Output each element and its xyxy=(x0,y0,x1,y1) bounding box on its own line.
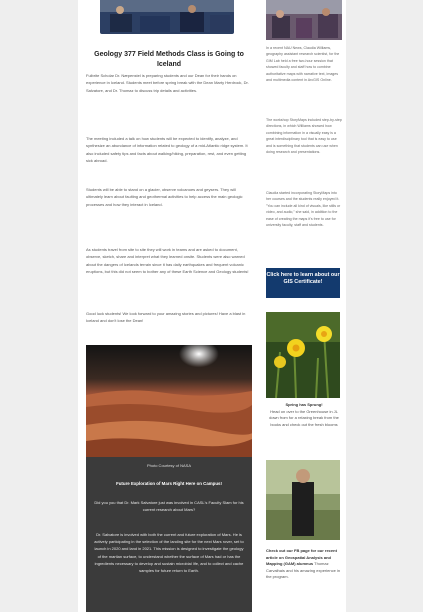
spring-title: Spring has Sprung! xyxy=(285,402,323,407)
storymaps-paragraph-2: The workshop StoryMaps included step-by-step directions, in which Williams showed how combining information in a visually easy is a great interdisciplinary tool that is easy to use and is something that students can use when doing research and presentations. xyxy=(266,118,342,155)
article-paragraph-2: The meeting included a talk on how students will be expected to identify, analyze, and synthesize an abundance of information related to geology of a mid-Atlantic ridge system. It also included safety tips and facts about walking/hiking, preparation, rest, and even getting sick abroad. xyxy=(86,136,248,164)
article-paragraph-5: Good luck students! We look forward to your amazing stories and pictures! Have a blast in Iceland and don't lose the Dean! xyxy=(86,311,246,324)
article-paragraph-1: Fulbrite Scholar Dr. Næpenstel is preparing students and our Dean for their hands on experience in Iceland. Students meet before spring break with the Dean Marty Herdrock, Dr. Salvatore, and Dr. Thomaz to discuss trip details and activities. xyxy=(86,73,249,93)
alumnus-photo xyxy=(266,460,340,540)
mars-paragraph-2: Dr. Salvatore is involved with both the current and future exploration of Mars. He is actively participating in the selection of the landing site for the next Mars rover, set to launch in 2020 and land in 2021. This mission is designed to investigate the geology of the martian surface, to understand whether the surface of Mars had or has the ingredients necessary to develop and sustain microbial life, and to collect and cache samples for future return to Earth. xyxy=(94,532,244,574)
spring-text: Head on over to the Greenhouse in JL down from for a relaxing break from the books and check out the fresh blooms xyxy=(269,408,339,427)
article-paragraph-4: As students travel from site to site they will work in teams and are asked to document, observe, sketch, share and interpret what they learned onsite. Students were also warned about the dangers of Icelands terrain since it has daily earthquakes and frequent volcanic eruptions, but this did not seem to bother any of these Earth Science and Geology students! xyxy=(86,247,249,275)
fb-block xyxy=(266,548,342,581)
workshop-photo xyxy=(266,0,342,40)
article-paragraph-3: Students will be able to stand on a glacier, observe volcanoes and geysers. They will ultimately learn about faulting and geothermal activities to help access the main geologic processes and how they interact in Iceland. xyxy=(86,187,243,207)
article-headline: Geology 377 Field Methods Class is Going to Iceland xyxy=(94,51,244,68)
fb-link[interactable]: Check out our FB page for our recent article on Geospatial Analysis and Mapping (GAM) alumnus xyxy=(266,548,337,567)
spring-block xyxy=(266,402,342,428)
mars-surface-photo xyxy=(86,345,252,457)
storymaps-paragraph-1: In a recent NAU News, Claudia Williams, geography assistant research scientist, for the GIM Lab held a free two-hour session that showed faculty and staff how to combine authoritative maps with narrative text, images and multimedia content in ArcGIS Online. xyxy=(266,46,340,83)
classroom-photo xyxy=(100,0,234,34)
mars-headline: Future Exploration of Mars Right Here on Campus! xyxy=(116,481,222,486)
gis-certificate-button[interactable]: Click here to learn about our GIS Certificate! xyxy=(266,268,340,298)
mars-feature-box xyxy=(86,457,252,612)
photo-caption: Photo Courtesy of NASA xyxy=(146,463,192,468)
mars-paragraph-1: Did you you that Dr. Mark Salvatore just was involved in CASL's Faculty Slam for his current research about Mars? xyxy=(94,500,244,513)
storymaps-paragraph-3: Claudia started incorporating StoryMaps into her courses and the students really enjoyed it. "You can include all kind of visuals, like stills or video, and audio," she said, in addition to the ease of creating the maps it's free to use for university faculty, staff and students. xyxy=(266,191,341,228)
fb-text: Thomaz Carvalhais and his amazing experience in the program. xyxy=(266,561,341,580)
daffodil-photo xyxy=(266,312,340,398)
